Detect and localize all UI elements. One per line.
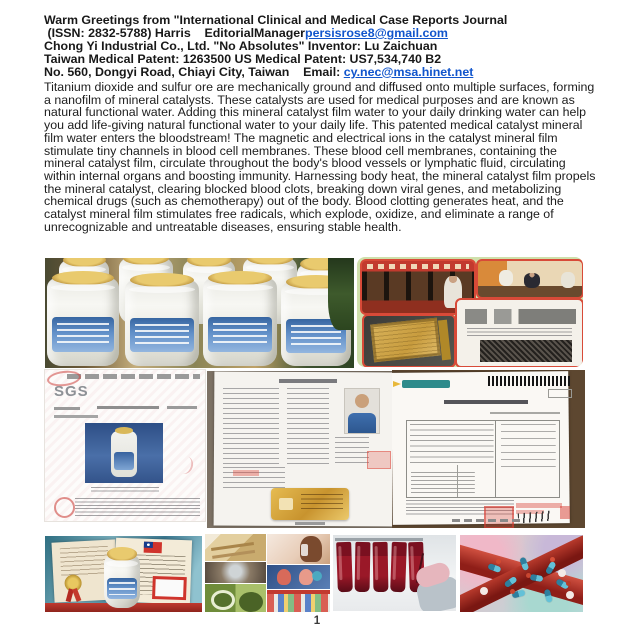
footer-dashes [452,519,522,522]
header-line-2 [44,27,600,40]
blood-cell-graphic [558,569,566,577]
certificate-header-line [67,374,200,379]
certificate-text-line [167,406,197,409]
product-jar-graphic [104,554,140,608]
form-text-lines [287,388,329,464]
blood-bag-graphic [336,542,353,592]
editorial-email-link[interactable]: persisrose8@gmail.com [305,25,448,40]
applicant-photo [345,389,379,433]
bottle-photo [85,423,163,483]
form-table [406,420,560,498]
framed-photo [152,576,187,600]
header-line-3: Chong Yi Industrial Co., Ltd. "No Absolutes" Inventor: Lu Zaichuan [44,38,438,53]
certificate-text-line [54,415,98,418]
red-circle-stamp [54,497,75,518]
blood-bag-graphic [390,542,407,592]
body-paragraph: Titanium dioxide and sulfur ore are mechanically ground and diffused onto multiple surfaces, forming a nanofilm of mineral catalysts. These catalysts are used for medical purposes and are known as natural functional water. Adding this mineral catalyst film water to your daily drinking water can help you add life-giving natural functional water to your daily life. This patented medical catalyst mineral film water enters the bloodstream! The magnetic and electrical ions in the catalyst mineral film stimulate tiny channels in blood cell membranes. These blood cell membranes, containing the mineral catalyst film, circulate throughout the body's blood vessels or lymphatic fluid, circulating within internal organs and boosting immunity. Harnessing body heat, the mineral catalyst film propels the mineral catalyst, clearing blocked blood clots, breaking down viral genes, and metabolizing chemical drugs (such as chemotherapy) out of the body. Blood clotting generates heat, and the catalyst mineral film stimulates free radicals, which explode, oxidize, and eliminate a range of unrecognizable and untreatable diseases, ensuring stable health. [44,80,596,234]
clipping-halftone-image [480,340,573,362]
red-stamp [367,451,391,469]
header-issn-text: (ISSN: 2832-5788) Harris EditorialManager [44,25,306,40]
news-clippings-page [455,298,583,367]
red-particle-dots [496,559,501,564]
page-number: 1 [313,615,321,627]
form-text-lines [335,437,369,463]
bottle-graphic [111,431,137,477]
company-logo [402,380,450,388]
inspection-form [392,370,585,528]
gold-rosette-ribbon [64,574,82,592]
organs-illustration [267,565,330,589]
sgs-logo: SGS [54,383,89,400]
card-caption-line [295,522,325,525]
meeting-photo [476,259,583,299]
plant-graphic [328,258,354,330]
exhibit-photo-collage [357,257,583,367]
fine-print-block [75,498,200,517]
woman-drinking-photo [267,534,330,564]
jar-graphic [47,278,119,366]
pink-watermark [175,454,196,476]
jar-label [130,318,194,352]
jar-label [208,317,272,352]
header-line-5 [44,66,600,79]
underline [490,412,560,414]
clipping-text-lines [467,328,572,337]
jar-graphic [203,278,277,366]
blood-cell-graphic [566,591,574,599]
photo-caption-lines [91,487,159,494]
blood-vessel-render [460,535,583,612]
code-box [548,389,572,398]
red-text-stamp [233,470,259,476]
store-shelves-photo [267,590,330,612]
form-text-lines [223,388,279,464]
certificate-text-line [97,406,159,409]
vegetable-bowls-photo [205,584,266,612]
blood-bag-graphic [373,542,389,592]
jar-label [52,317,114,352]
drafting-table-photo [205,534,266,561]
header-line-4: Taiwan Medical Patent: 1263500 US Medical Patent: US7,534,740 B2 [44,51,442,66]
blood-bags-photo [333,535,456,611]
blood-cell-graphic [480,587,488,595]
certificate-text-line [54,407,80,410]
gold-id-card [271,488,349,520]
blood-bag-graphic [355,542,371,592]
lifestyle-photo-grid [205,534,330,612]
form-title-line [444,400,528,404]
red-company-text [516,503,562,508]
award-certificate-photo [45,536,202,612]
red-square-stamp [484,506,514,528]
document-title-line [279,379,337,383]
hand-washing-photo [205,562,266,583]
jar-graphic [125,280,199,366]
header-address-text: No. 560, Dongyi Road, Chiayi City, Taiwan Email: [44,64,344,79]
rack-rail [335,538,423,541]
sgs-certificate [45,370,205,521]
barcode [488,376,572,386]
contact-email-link[interactable]: cy.nec@msa.hinet.net [343,64,474,79]
applicant-document [207,371,400,528]
taiwan-flag [144,542,162,554]
old-certificate-photo [362,314,456,367]
small-red-stamp [560,506,570,519]
jar-label [107,578,138,600]
header-line-1: Warm Greetings from "International Clinical and Medical Case Reports Journal [44,13,508,27]
header-block [44,14,600,79]
product-jars-photo [45,258,354,368]
